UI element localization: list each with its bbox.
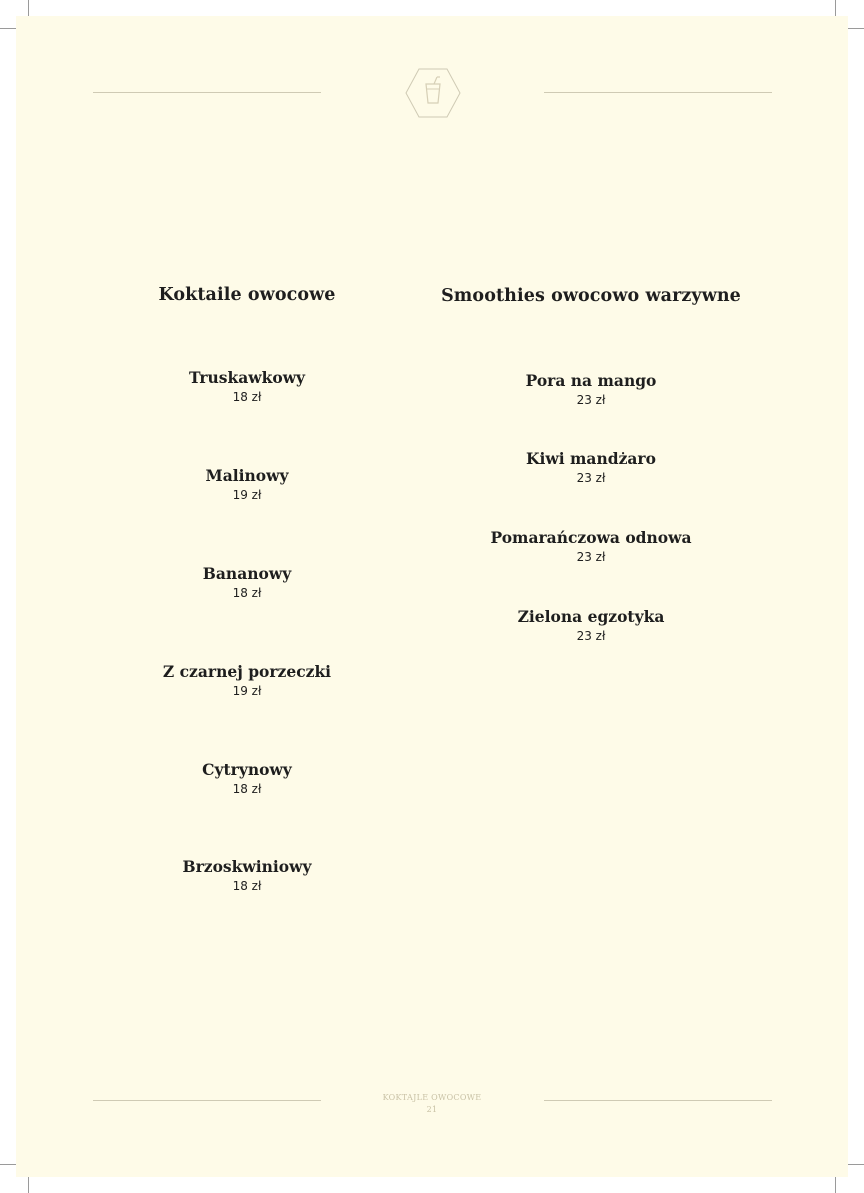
menu-item — [96, 368, 398, 405]
item-price: 19 zł — [232, 488, 262, 502]
item-price: 18 zł — [232, 586, 262, 600]
footer-rule-left — [93, 1100, 321, 1101]
item-price: 23 zł — [576, 471, 606, 485]
menu-item — [426, 528, 756, 565]
menu-item — [96, 466, 398, 503]
smoothies-section — [426, 0, 756, 1193]
item-price: 18 zł — [232, 390, 262, 404]
menu-item — [426, 449, 756, 486]
section-title: Koktaile owocowe — [158, 285, 336, 305]
menu-item — [426, 607, 756, 644]
crop-mark — [28, 1175, 29, 1193]
item-name: Brzoskwiniowy — [182, 857, 312, 876]
item-name: Pomarańczowa odnowa — [490, 528, 692, 547]
menu-item — [96, 662, 398, 699]
page-footer — [332, 1092, 532, 1116]
item-name: Pora na mango — [525, 371, 657, 390]
item-name: Zielona egzotyka — [517, 607, 665, 626]
item-price: 18 zł — [232, 879, 262, 893]
item-name: Z czarnej porzeczki — [162, 662, 332, 681]
item-price: 23 zł — [576, 393, 606, 407]
item-price: 23 zł — [576, 550, 606, 564]
crop-mark — [835, 1175, 836, 1193]
section-title: Smoothies owocowo warzywne — [441, 286, 741, 306]
fruit-cocktails-section — [96, 0, 398, 1193]
crop-mark — [846, 1164, 864, 1165]
footer-section-name: KOKTAJLE OWOCOWE — [382, 1093, 482, 1102]
footer-rule-right — [544, 1100, 772, 1101]
item-price: 23 zł — [576, 629, 606, 643]
page-number: 21 — [426, 1105, 438, 1114]
item-price: 19 zł — [232, 684, 262, 698]
item-price: 18 zł — [232, 782, 262, 796]
menu-item — [96, 564, 398, 601]
item-name: Truskawkowy — [188, 368, 306, 387]
crop-mark — [846, 28, 864, 29]
item-name: Kiwi mandżaro — [526, 449, 656, 468]
item-name: Bananowy — [202, 564, 292, 583]
menu-item — [96, 760, 398, 797]
item-name: Malinowy — [205, 466, 289, 485]
item-name: Cytrynowy — [202, 760, 292, 779]
menu-item — [426, 371, 756, 408]
menu-item — [96, 857, 398, 894]
